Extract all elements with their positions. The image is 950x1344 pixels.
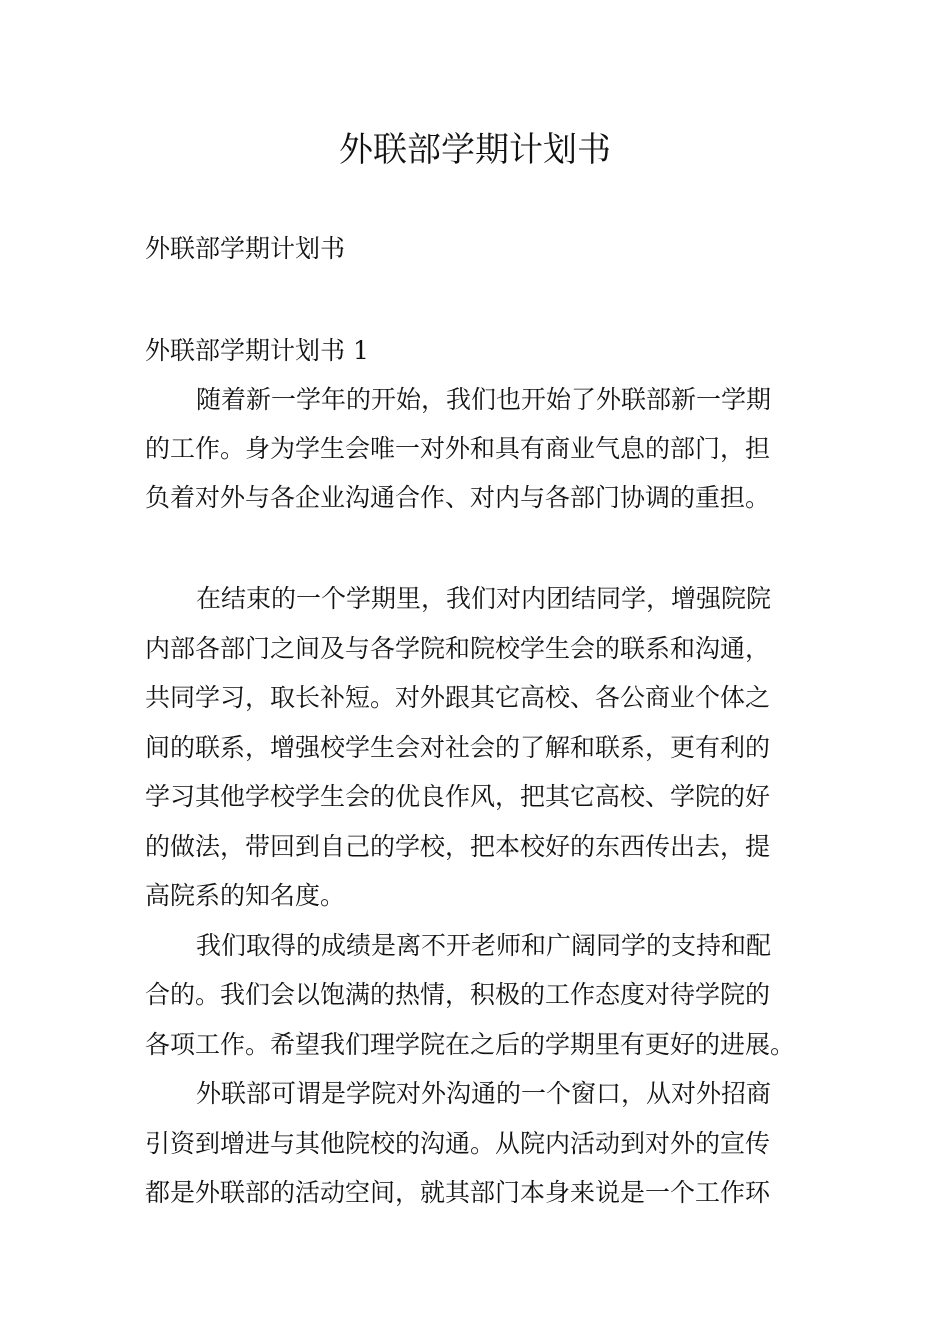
paragraph-line: 在结束的一个学期里，我们对内团结同学，增强院院 bbox=[196, 584, 772, 613]
paragraph-line: 的做法，带回到自己的学校，把本校好的东西传出去，提 bbox=[145, 832, 771, 861]
paragraph-line: 合的。我们会以饱满的热情，积极的工作态度对待学院的 bbox=[145, 980, 771, 1009]
paragraph-line: 学习其他学校学生会的优良作风，把其它高校、学院的好 bbox=[145, 782, 771, 811]
paragraph-line: 都是外联部的活动空间，就其部门本身来说是一个工作环 bbox=[145, 1178, 771, 1207]
section-heading: 外联部学期计划书 1 bbox=[145, 336, 369, 365]
paragraph-line: 随着新一学年的开始，我们也开始了外联部新一学期 bbox=[196, 385, 772, 414]
paragraph-line: 高院系的知名度。 bbox=[145, 881, 346, 910]
paragraph-line: 间的联系，增强校学生会对社会的了解和联系，更有利的 bbox=[145, 733, 771, 762]
paragraph-line: 共同学习，取长补短。对外跟其它高校、各公商业个体之 bbox=[145, 683, 771, 712]
paragraph-line: 各项工作。希望我们理学院在之后的学期里有更好的进展。 bbox=[145, 1030, 796, 1059]
document-subtitle: 外联部学期计划书 bbox=[145, 234, 346, 263]
paragraph-line: 外联部可谓是学院对外沟通的一个窗口，从对外招商 bbox=[196, 1079, 772, 1108]
paragraph-line: 负着对外与各企业沟通合作、对内与各部门协调的重担。 bbox=[145, 483, 771, 512]
paragraph-line: 的工作。身为学生会唯一对外和具有商业气息的部门，担 bbox=[145, 434, 771, 463]
paragraph-line: 内部各部门之间及与各学院和院校学生会的联系和沟通， bbox=[145, 634, 771, 663]
document-title: 外联部学期计划书 bbox=[339, 130, 611, 170]
paragraph-line: 我们取得的成绩是离不开老师和广阔同学的支持和配 bbox=[196, 931, 772, 960]
paragraph-line: 引资到增进与其他院校的沟通。从院内活动到对外的宣传 bbox=[145, 1129, 771, 1158]
